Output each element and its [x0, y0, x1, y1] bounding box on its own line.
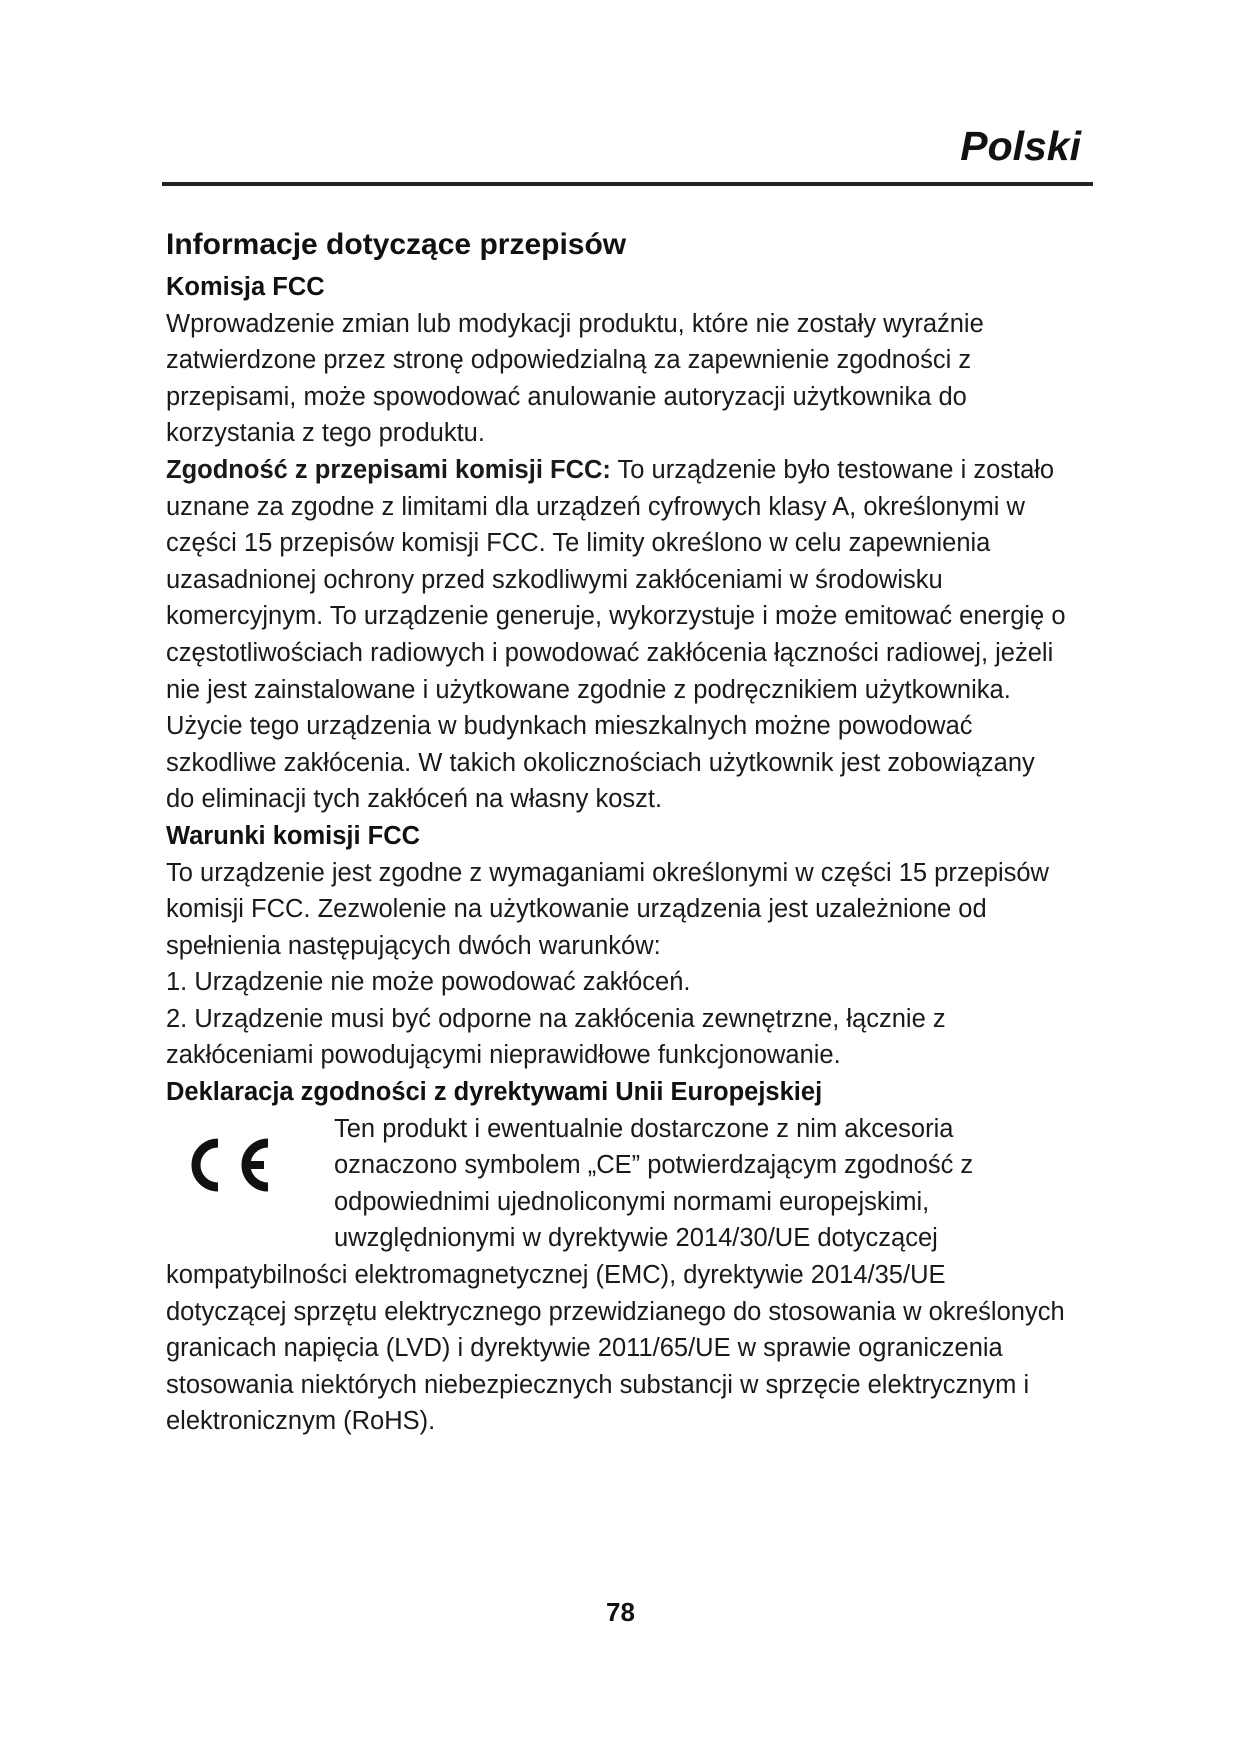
ce-mark-icon	[184, 1133, 284, 1197]
fcc-intro-paragraph: Wprowadzenie zmian lub modykacji produktu, które nie zostały wyraźnie zatwierdzone przez stronę odpowiedzialną za zapewnienie zgodności z przepisami, może spowodować anulowanie autoryzacji użytkownika do korzystania z tego produktu.	[166, 309, 984, 448]
condition-item-1: 1. Urządzenie nie może powodować zakłóceń.	[166, 968, 691, 997]
fcc-compliance-label: Zgodność z przepisami komisji FCC:	[166, 455, 611, 484]
header-divider	[162, 182, 1093, 186]
regulatory-content	[166, 224, 1066, 1440]
eu-declaration-heading: Deklaracja zgodności z dyrektywami Unii Europejskiej	[166, 1078, 823, 1107]
page-header	[162, 118, 1093, 188]
conditions-intro-paragraph: To urządzenie jest zgodne z wymaganiami określonymi w części 15 przepisów komisji FCC. Zezwolenie na użytkowanie urządzenia jest uzależnione od spełnienia następujących dwóch warunków:	[166, 858, 1049, 960]
eu-declaration-text: Ten produkt i ewentualnie dostarczone z nim akcesoria oznaczono symbolem „CE” potwierdzającym zgodność z odpowiednimi ujednoliconymi normami europejskimi, uwzględnionymi w dyrektywie 2014/30/UE dotyczącej kompatybilności elektromagnetycznej (EMC), dyrektywie 2014/35/UE dotyczącej sprzętu elektrycznego przewidzianego do stosowania w określonych granicach napięcia (LVD) i dyrektywie 2011/65/UE w sprawie ograniczenia stosowania niektórych niebezpiecznych substancji w sprzęcie elektrycznym i elektronicznym (RoHS).	[166, 1114, 1065, 1436]
condition-item-2: 2. Urządzenie musi być odporne na zakłócenia zewnętrzne, łącznie z zakłóceniami powodującymi nieprawidłowe funkcjonowanie.	[166, 1004, 946, 1070]
fcc-compliance-paragraph	[166, 452, 1066, 818]
conditions-heading: Warunki komisji FCC	[166, 821, 421, 850]
section-title: Informacje dotyczące przepisów	[166, 228, 627, 261]
conditions-list	[166, 964, 1066, 1074]
ce-mark-logo	[166, 1111, 334, 1221]
language-title: Polski	[960, 123, 1081, 169]
eu-declaration-block	[166, 1111, 1066, 1440]
fcc-compliance-text: To urządzenie było testowane i zostało uznane za zgodne z limitami dla urządzeń cyfrowych klasy A, określonymi w części 15 przepisów komisji FCC. Te limity określono w celu zapewnienia uzasadnionej ochrony przed szkodliwymi zakłóceniami w środowisku komercyjnym. To urządzenie generuje, wykorzystuje i może emitować energię o częstotliwościach radiowych i powodować zakłócenia łączności radiowej, jeżeli nie jest zainstalowane i użytkowane zgodnie z podręcznikiem użytkownika. Użycie tego urządzenia w budynkach mieszkalnych możne powodować szkodliwe zakłócenia. W takich okolicznościach użytkownik jest zobowiązany do eliminacji tych zakłóceń na własny koszt.	[166, 455, 1066, 814]
page-number: 78	[606, 1597, 635, 1627]
fcc-heading: Komisja FCC	[166, 273, 325, 301]
